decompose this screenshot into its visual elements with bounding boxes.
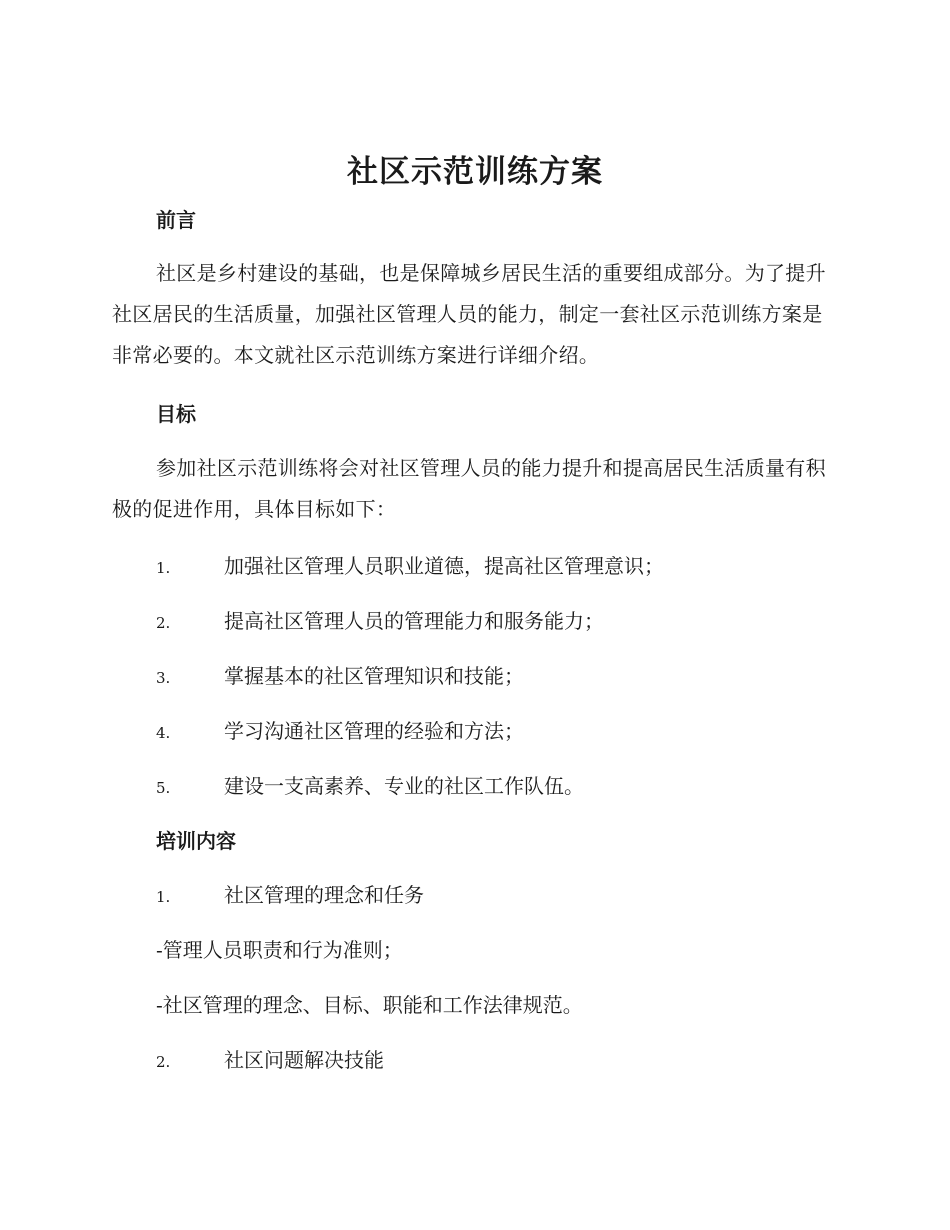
preface-paragraph: 社区是乡村建设的基础，也是保障城乡居民生活的重要组成部分。为了提升社区居民的生活质量，加强社区管理人员的能力，制定一套社区示范训练方案是非常必要的。本文就社区示范训练方案进行详细介绍。 <box>112 261 826 367</box>
document-title: 社区示范训练方案 <box>347 154 603 190</box>
training-item-text: 社区管理的理念和任务 <box>224 883 424 907</box>
goal-item <box>156 551 664 583</box>
training-item <box>156 880 424 912</box>
goal-item-number: 5. <box>156 779 171 797</box>
goal-item-text: 加强社区管理人员职业道德，提高社区管理意识； <box>224 554 664 578</box>
goal-item <box>156 771 584 803</box>
goal-item <box>156 661 524 693</box>
goal-item-text: 掌握基本的社区管理知识和技能； <box>224 664 524 688</box>
goal-item-text: 提高社区管理人员的管理能力和服务能力； <box>224 609 604 633</box>
goal-item <box>156 716 524 748</box>
goal-item <box>156 606 604 638</box>
training-item-number: 2. <box>156 1053 171 1071</box>
training-item-text: 社区问题解决技能 <box>224 1048 384 1072</box>
goal-item-text: 建设一支高素养、专业的社区工作队伍。 <box>224 774 584 798</box>
goal-item-number: 3. <box>156 669 171 687</box>
heading-training: 培训内容 <box>156 829 236 853</box>
training-item-number: 1. <box>156 888 171 906</box>
heading-preface: 前言 <box>156 208 196 232</box>
goal-item-text: 学习沟通社区管理的经验和方法； <box>224 719 524 743</box>
goal-item-number: 4. <box>156 724 171 742</box>
training-sub-item: -管理人员职责和行为准则； <box>156 938 403 962</box>
goal-item-number: 2. <box>156 614 171 632</box>
training-sub-item: -社区管理的理念、目标、职能和工作法律规范。 <box>156 993 583 1017</box>
training-item <box>156 1045 384 1077</box>
goals-paragraph: 参加社区示范训练将会对社区管理人员的能力提升和提高居民生活质量有积极的促进作用，具体目标如下： <box>112 456 826 521</box>
heading-goals: 目标 <box>156 402 196 426</box>
goal-item-number: 1. <box>156 559 171 577</box>
